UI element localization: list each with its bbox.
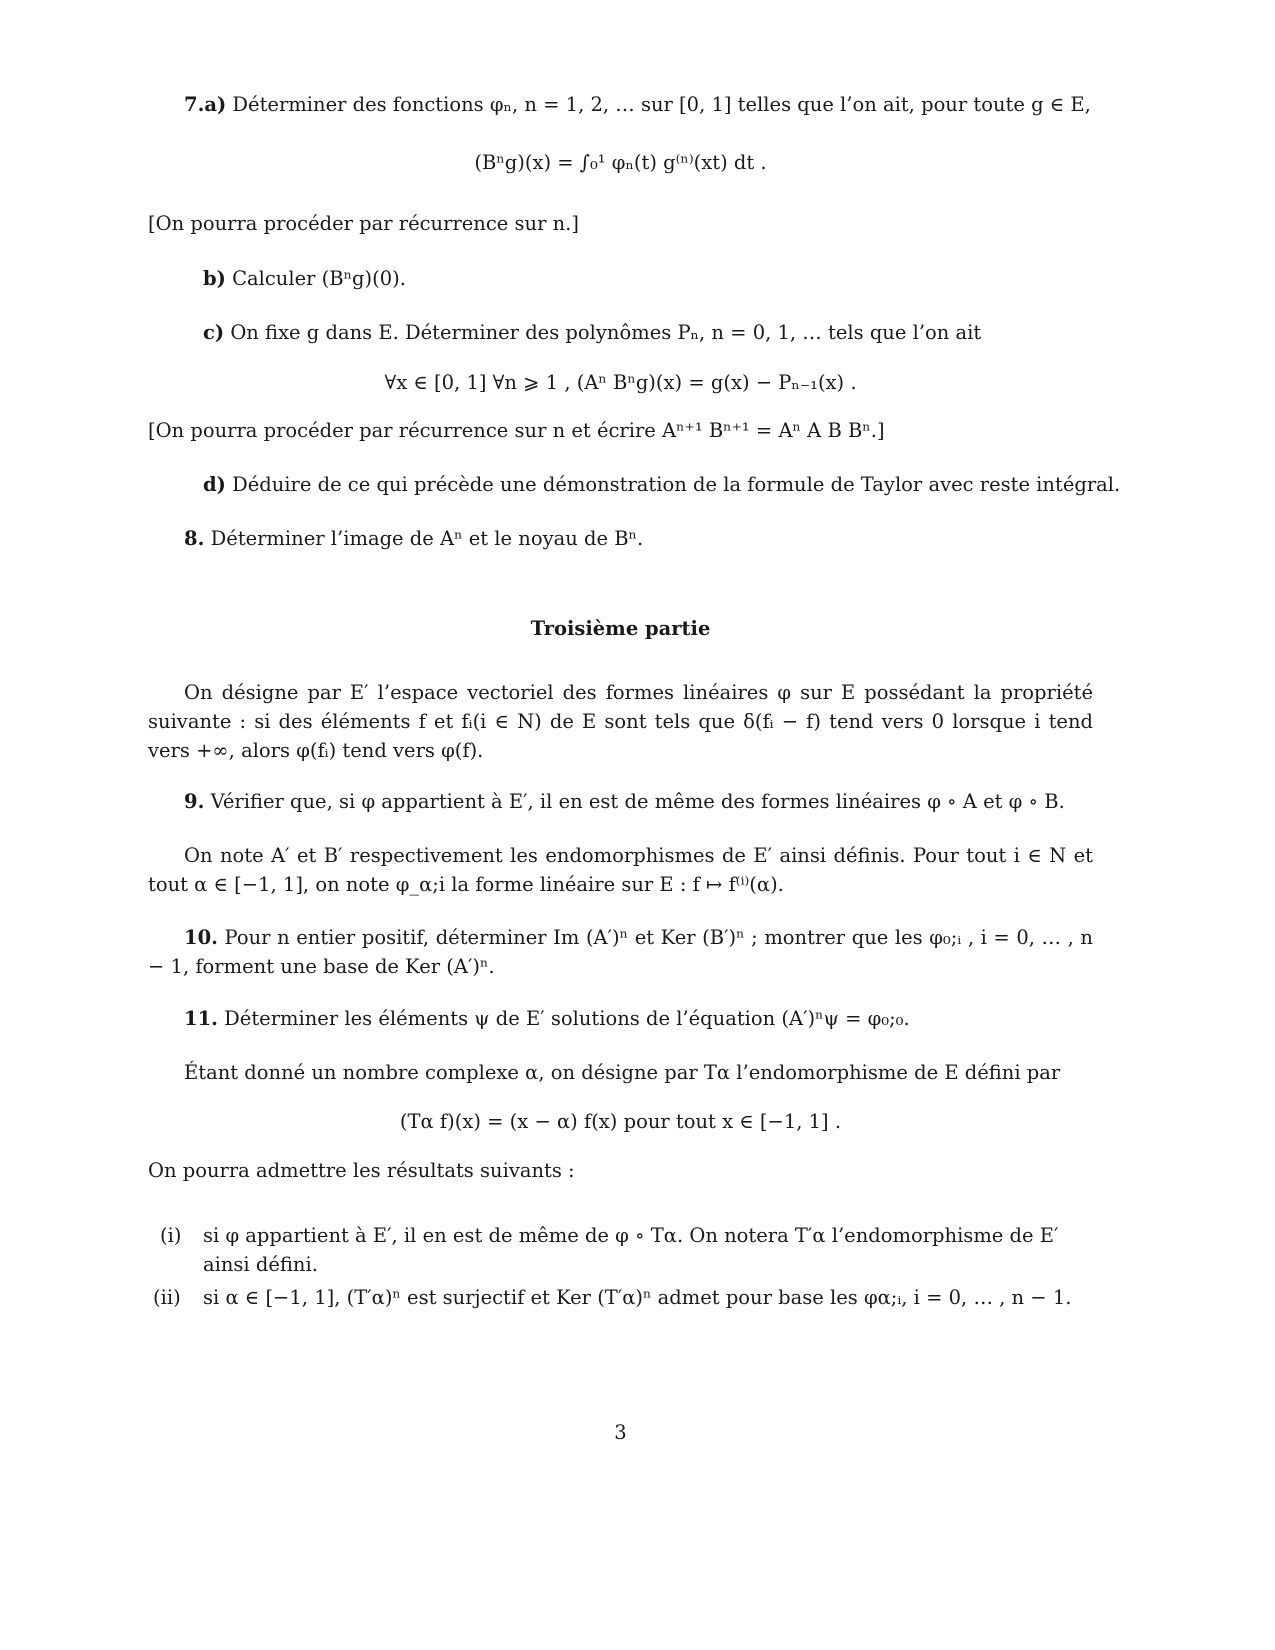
question-8 (148, 524, 1093, 553)
result-item-ii-label: (ii) (153, 1286, 181, 1309)
question-11-text: Déterminer les éléments ψ de E′ solutions de l’équation (A′)ⁿψ = φ₀;₀. (224, 1007, 910, 1030)
question-7c (148, 318, 1148, 347)
question-8-text: Déterminer l’image de Aⁿ et le noyau de Bⁿ. (210, 527, 644, 550)
question-7a-label: 7.a) (184, 93, 227, 116)
definition-t-alpha: Étant donné un nombre complexe α, on désigne par Tα l’endomorphisme de E défini par (184, 1061, 1061, 1084)
section-heading-part3: Troisième partie (530, 617, 711, 640)
question-7d-text: Déduire de ce qui précède une démonstration de la formule de Taylor avec reste intégral. (232, 473, 1121, 496)
question-7c-text: On fixe g dans E. Déterminer des polynômes Pₙ, n = 0, 1, … tels que l’on ait (230, 321, 982, 344)
question-8-label: 8. (184, 527, 205, 550)
question-7b (148, 264, 1148, 293)
question-10-text: Pour n entier positif, déterminer Im (A′)ⁿ et Ker (B′)ⁿ ; montrer que les φ₀;ᵢ , i = 0, … , n − 1, forment une base de Ker (A′)ⁿ. (148, 926, 1093, 978)
admit-results-intro: On pourra admettre les résultats suivants : (148, 1159, 575, 1182)
question-10 (148, 923, 1093, 981)
result-item-i-label: (i) (160, 1224, 182, 1247)
question-7c-label: c) (203, 321, 225, 344)
question-7b-text: Calculer (Bⁿg)(0). (232, 267, 406, 290)
question-9-label: 9. (184, 790, 205, 813)
result-item-i-text: si φ appartient à E′, il en est de même de φ ∘ Tα. On notera T′α l’endomorphisme de E′ ainsi défini. (203, 1224, 1059, 1276)
question-11-label: 11. (184, 1007, 218, 1030)
note-a-b-prime: On note A′ et B′ respectivement les endomorphismes de E′ ainsi définis. Pour tout i ∈ N et tout α ∈ [−1, 1], on note φ_α;i la forme linéaire sur E : f ↦ f⁽ⁱ⁾(α). (148, 844, 1093, 896)
question-10-label: 10. (184, 926, 218, 949)
page-number: 3 (614, 1421, 627, 1444)
hint-7c: [On pourra procéder par récurrence sur n et écrire Aⁿ⁺¹ Bⁿ⁺¹ = Aⁿ A B Bⁿ.] (148, 419, 885, 442)
formula-an-bn: ∀x ∈ [0, 1] ∀n ⩾ 1 , (Aⁿ Bⁿg)(x) = g(x) − Pₙ₋₁(x) . (384, 371, 857, 394)
result-item-i (160, 1221, 1095, 1279)
result-item-ii-text: si α ∈ [−1, 1], (T′α)ⁿ est surjectif et Ker (T′α)ⁿ admet pour base les φα;ᵢ, i = 0, … , n − 1. (203, 1286, 1072, 1309)
question-7d (148, 470, 1148, 499)
formula-bn-integral: (Bⁿg)(x) = ∫₀¹ φₙ(t) g⁽ⁿ⁾(xt) dt . (474, 151, 767, 174)
question-7a (148, 90, 1093, 119)
result-item-ii (153, 1283, 1095, 1312)
hint-7a: [On pourra procéder par récurrence sur n.] (148, 212, 579, 235)
question-11 (148, 1004, 1093, 1033)
question-7d-label: d) (203, 473, 226, 496)
question-9 (148, 787, 1093, 816)
question-7a-text: Déterminer des fonctions φₙ, n = 1, 2, … sur [0, 1] telles que l’on ait, pour toute g ∈ E, (232, 93, 1091, 116)
formula-t-alpha: (Tα f)(x) = (x − α) f(x) pour tout x ∈ [−1, 1] . (399, 1110, 842, 1133)
question-9-text: Vérifier que, si φ appartient à E′, il en est de même des formes linéaires φ ∘ A et φ ∘ B. (210, 790, 1065, 813)
intro-e-prime: On désigne par E′ l’espace vectoriel des formes linéaires φ sur E possédant la propriété suivante : si des éléments f et fᵢ(i ∈ N) de E sont tels que δ(fᵢ − f) tend vers 0 lorsque i tend vers +∞, alors φ(fᵢ) tend vers φ(f). (148, 681, 1093, 762)
question-7b-label: b) (203, 267, 226, 290)
